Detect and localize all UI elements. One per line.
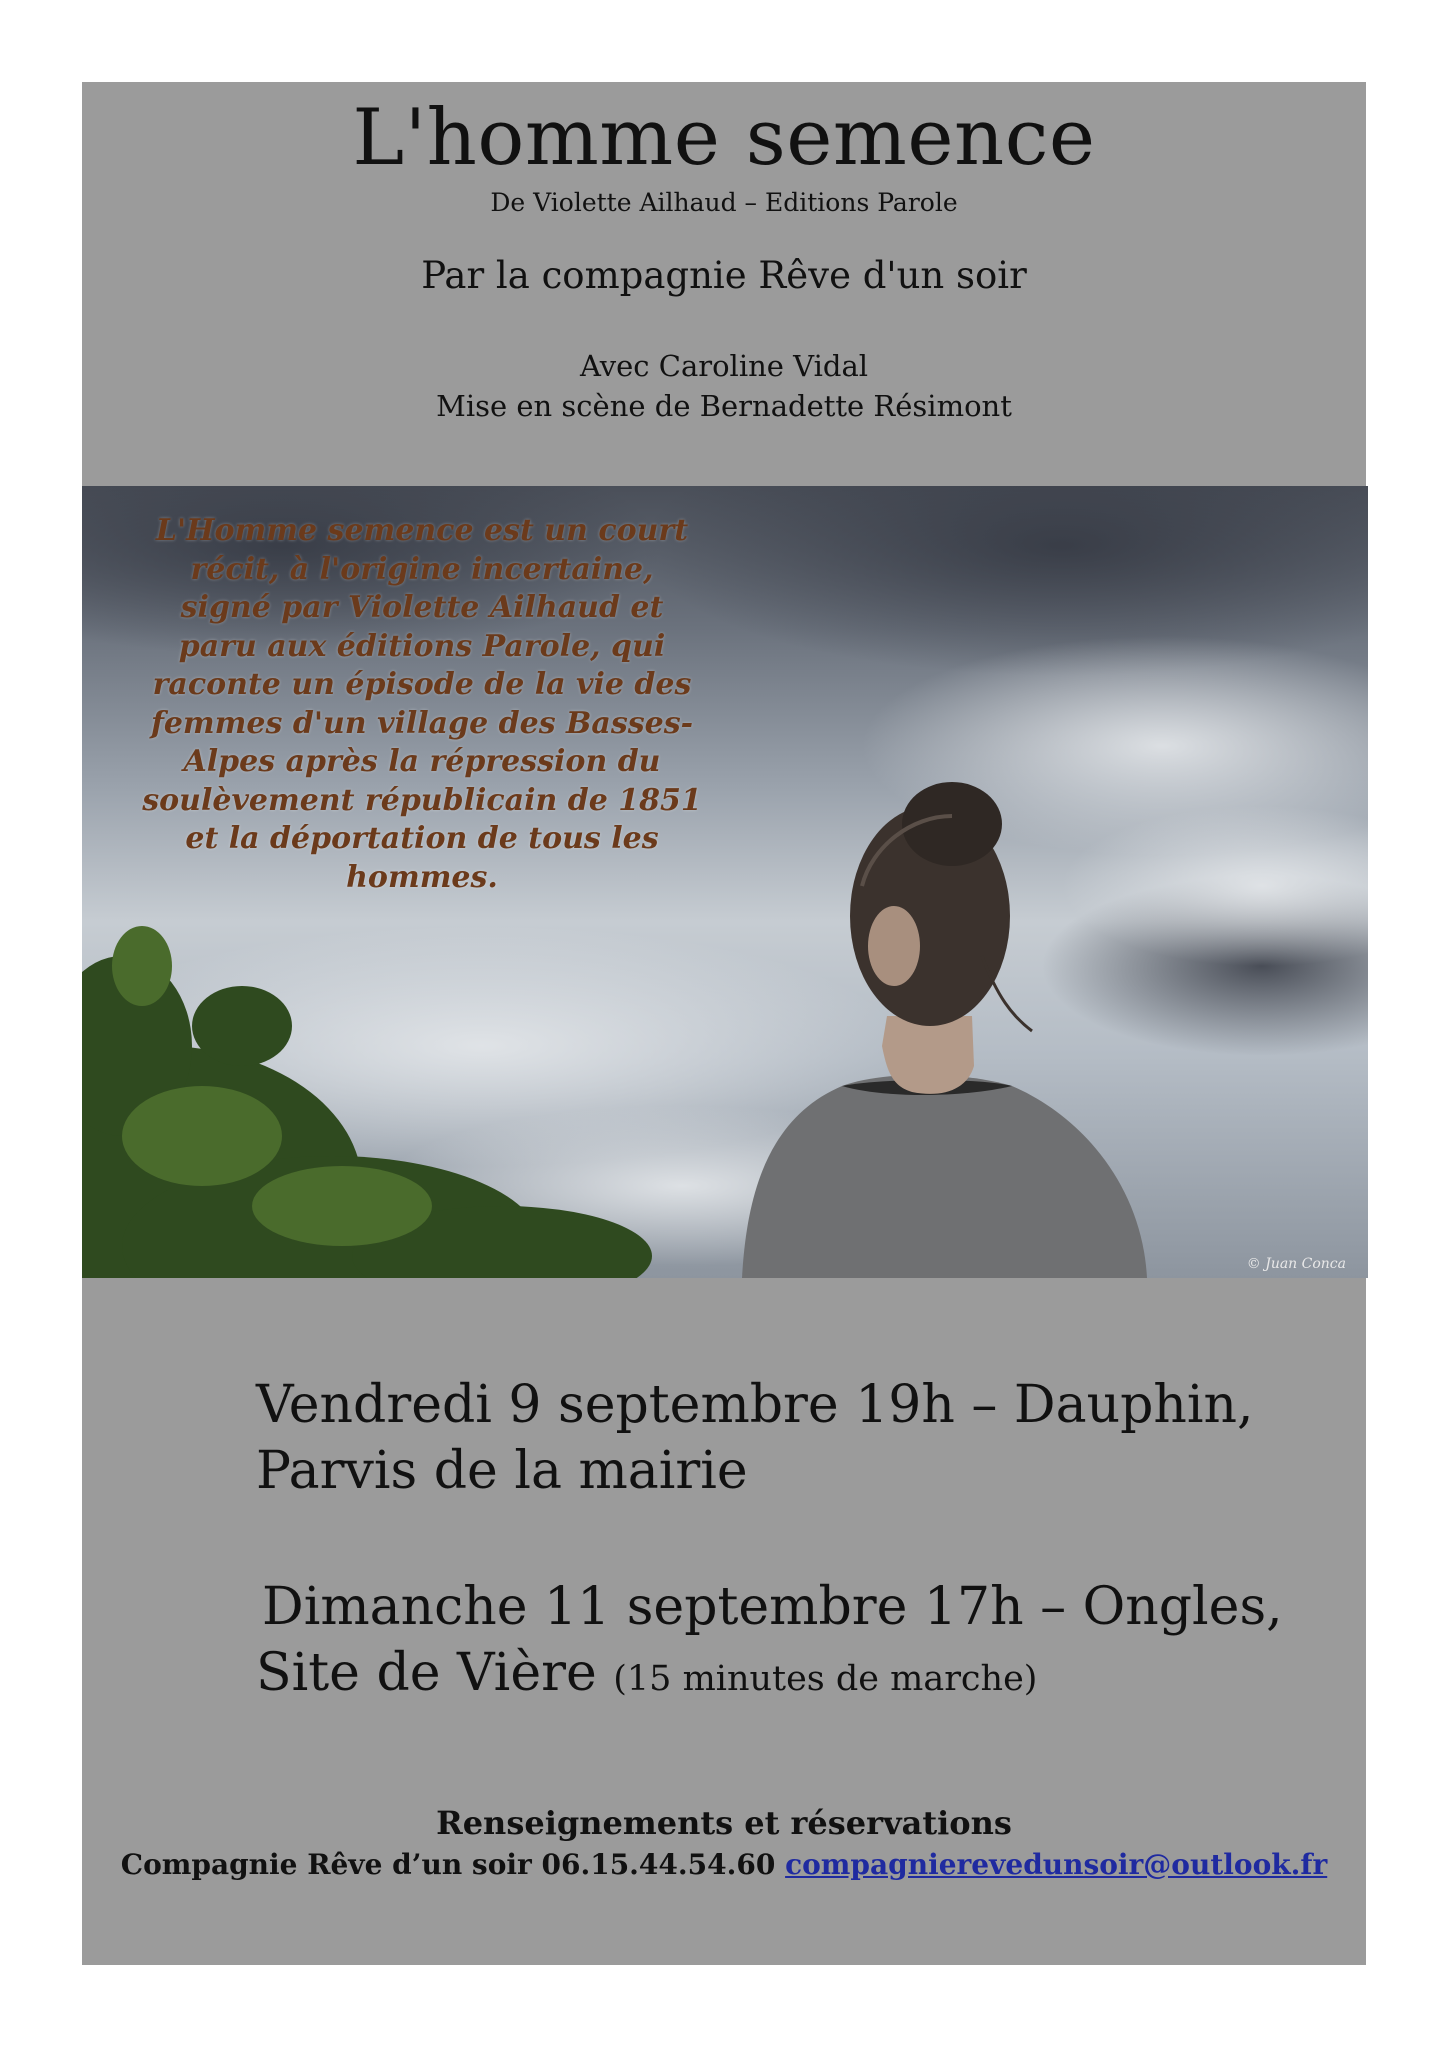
poster [82, 82, 1366, 1965]
poster-title: L'homme semence [352, 93, 1096, 183]
cast-actor: Avec Caroline Vidal [579, 349, 869, 383]
synopsis-quote: L'Homme semence est un court récit, à l'origine incertaine, signé par Violette Ailhaud et paru aux éditions Parole, qui raconte un épisode de la vie des femmes d'un village des Basses-Alpes après la répression du soulèvement républicain de 1851 et la déportation de tous les hommes. [142, 513, 702, 895]
photo-panel [82, 486, 1368, 1278]
photo-credit: © Juan Conca [1246, 1256, 1346, 1272]
info-contact-line [82, 1848, 1366, 1881]
event-2-place-line [256, 1640, 1283, 1712]
event-2-place: Site de Vière [256, 1643, 597, 1703]
contact-phone: Compagnie Rêve d’un soir 06.15.44.54.60 [120, 1848, 776, 1881]
info-title: Renseignements et réservations [436, 1804, 1012, 1842]
email-link[interactable]: compagnierevedunsoir@outlook.fr [785, 1848, 1328, 1881]
event-2-note: (15 minutes de marche) [613, 1659, 1038, 1699]
event-1-date: Vendredi 9 septembre 19h – Dauphin, [256, 1375, 1254, 1435]
company-line: Par la compagnie Rêve d'un soir [421, 254, 1027, 297]
event-2-date: Dimanche 11 septembre 17h – Ongles, [262, 1577, 1283, 1637]
cast-block [82, 346, 1366, 426]
event-1 [256, 1372, 1254, 1504]
cast-director: Mise en scène de Bernadette Résimont [436, 389, 1012, 423]
poster-subtitle: De Violette Ailhaud – Editions Parole [490, 188, 958, 217]
event-1-place: Parvis de la mairie [256, 1441, 748, 1501]
event-2 [256, 1574, 1283, 1712]
